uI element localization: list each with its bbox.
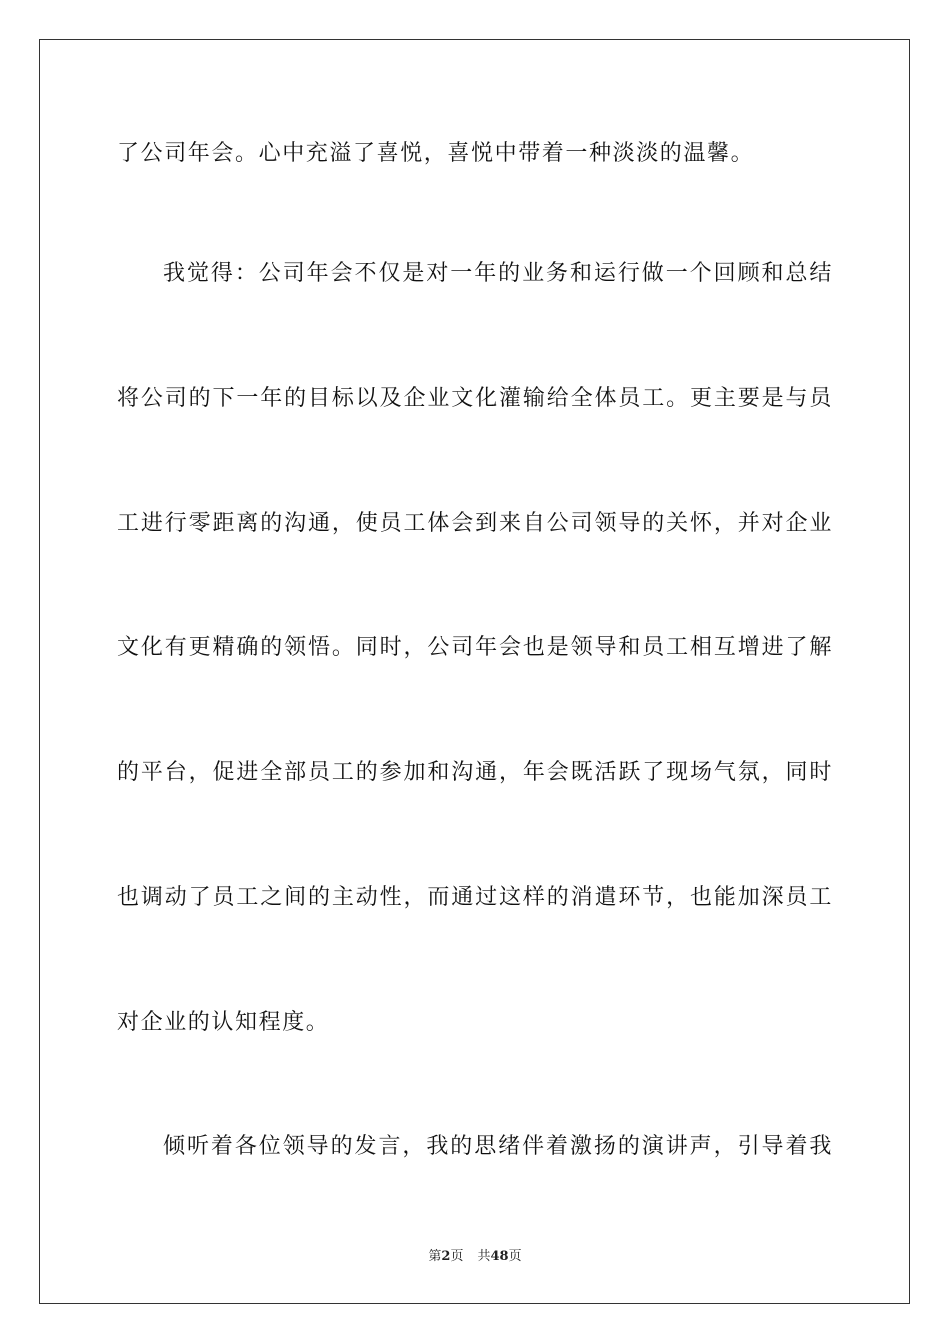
text-line-1: 了公司年会。心中充溢了喜悦，喜悦中带着一种淡淡的温馨。 <box>117 141 755 166</box>
page-border <box>39 39 910 1304</box>
total-suffix: 页 <box>508 1249 522 1264</box>
total-prefix: 共 <box>477 1249 491 1264</box>
page-footer <box>0 1248 950 1266</box>
page-prefix: 第 <box>428 1249 442 1264</box>
text-line-3: 将公司的下一年的目标以及企业文化灌输给全体员工。更主要是与员 <box>117 386 833 411</box>
text-line-6: 的平台，促进全部员工的参加和沟通，年会既活跃了现场气氛，同时 <box>117 760 833 785</box>
text-line-8: 对企业的认知程度。 <box>117 1010 330 1035</box>
text-line-9: 倾听着各位领导的发言，我的思绪伴着激扬的演讲声，引导着我 <box>163 1134 833 1159</box>
text-line-2: 我觉得：公司年会不仅是对一年的业务和运行做一个回顾和总结 <box>163 261 833 286</box>
text-line-7: 也调动了员工之间的主动性，而通过这样的消遣环节，也能加深员工 <box>117 885 833 910</box>
page-number: 2 <box>441 1249 451 1264</box>
page-suffix: 页 <box>450 1249 464 1264</box>
text-line-4: 工进行零距离的沟通，使员工体会到来自公司领导的关怀，并对企业 <box>117 511 833 536</box>
total-pages: 48 <box>490 1249 509 1264</box>
text-line-5: 文化有更精确的领悟。同时，公司年会也是领导和员工相互增进了解 <box>117 635 833 660</box>
